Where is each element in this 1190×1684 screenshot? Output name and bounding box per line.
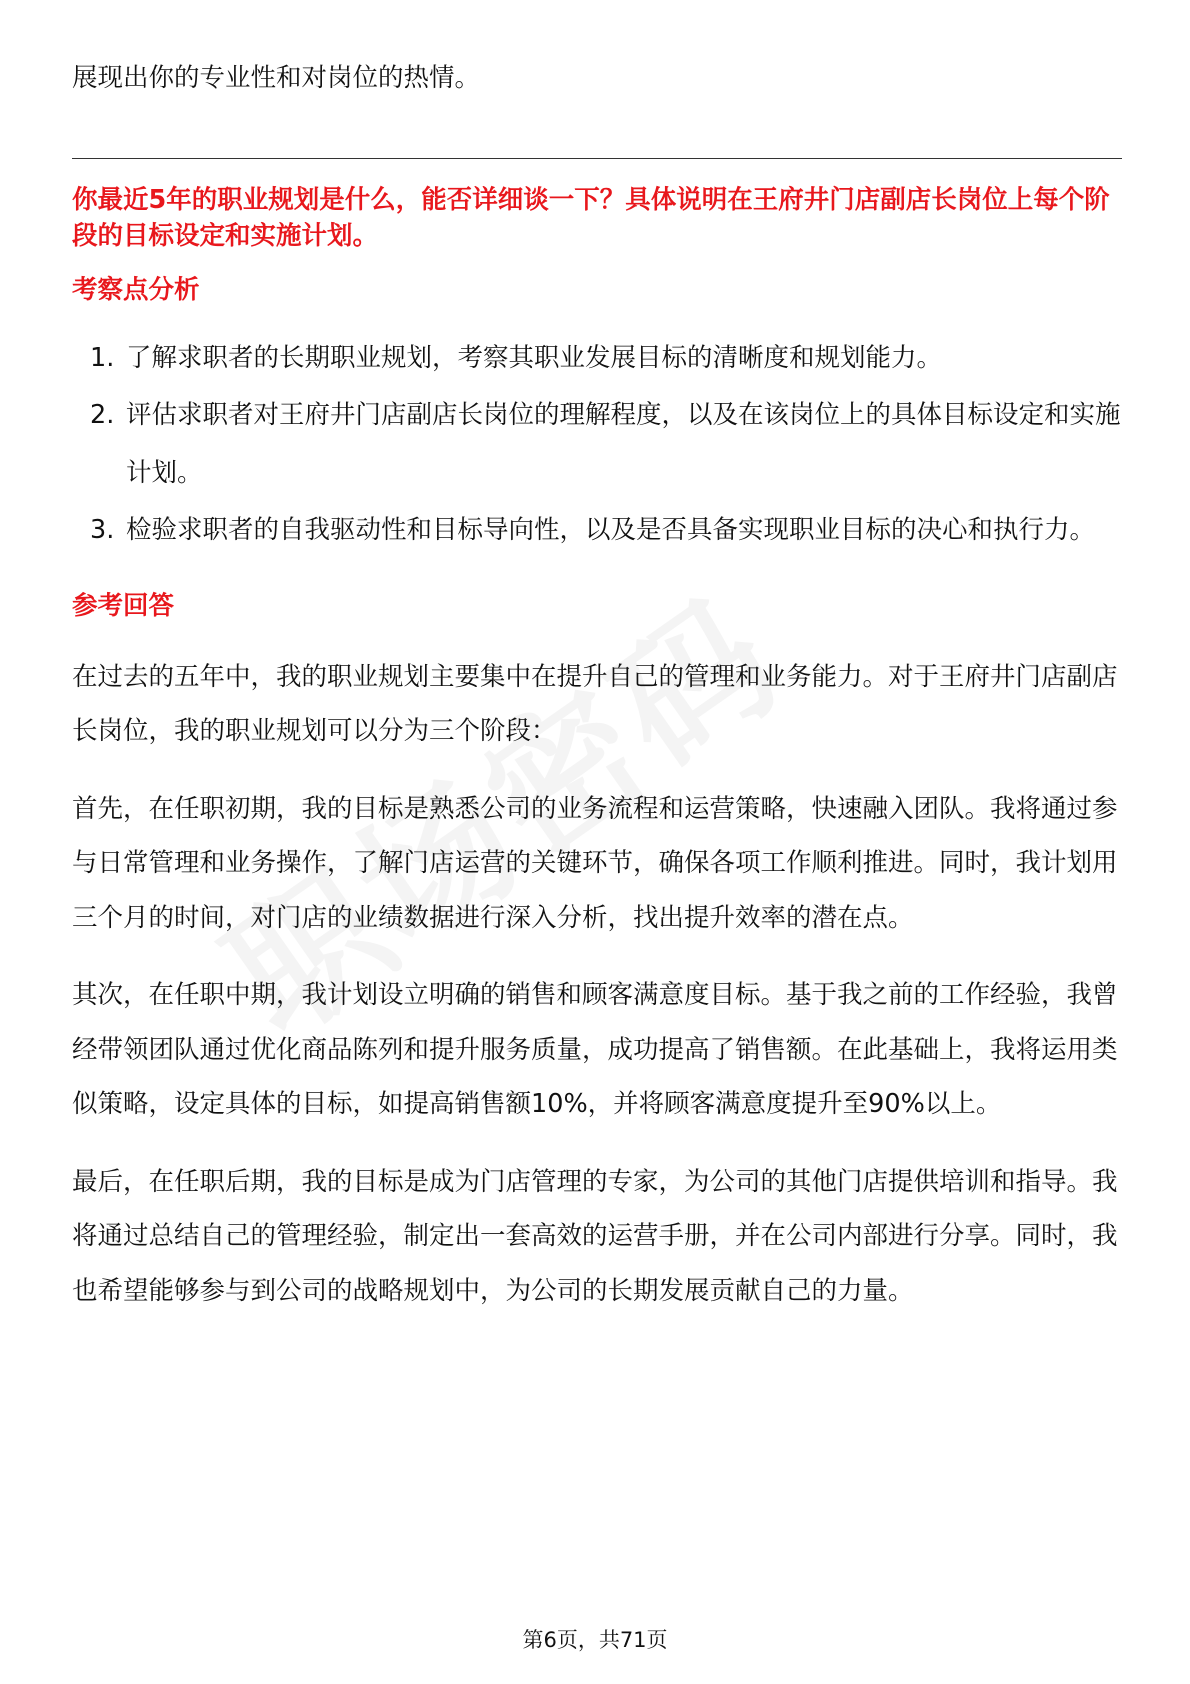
answer-paragraph: 其次，在任职中期，我计划设立明确的销售和顾客满意度目标。基于我之前的工作经验，我曾经带领团队通过优化商品陈列和提升服务质量，成功提高了销售额。在此基础上，我将运用类似策略，设定具体的目标，如提高销售额10%，并将顾客满意度提升至90%以上。 (72, 980, 1118, 1119)
page-number: 第6页，共71页 (522, 1628, 668, 1652)
list-item-number: 3. (90, 515, 115, 545)
page-content (72, 50, 1122, 1318)
answer-paragraph: 最后，在任职后期，我的目标是成为门店管理的专家，为公司的其他门店提供培训和指导。我将通过总结自己的管理经验，制定出一套高效的运营手册，并在公司内部进行分享。同时，我也希望能够参与到公司的战略规划中，为公司的长期发展贡献自己的力量。 (72, 1166, 1118, 1306)
answer-paragraph: 首先，在任职初期，我的目标是熟悉公司的业务流程和运营策略，快速融入团队。我将通过参与日常管理和业务操作，了解门店运营的关键环节，确保各项工作顺利推进。同时，我计划用三个月的时间，对门店的业绩数据进行深入分析，找出提升效率的潜在点。 (72, 793, 1118, 933)
list-item-text: 检验求职者的自我驱动性和目标导向性，以及是否具备实现职业目标的决心和执行力。 (126, 515, 1096, 545)
list-item (72, 387, 1122, 502)
answer-heading: 参考回答 (72, 590, 175, 621)
section-divider (72, 158, 1122, 159)
analysis-heading: 考察点分析 (72, 274, 200, 305)
list-item-text: 了解求职者的长期职业规划，考察其职业发展目标的清晰度和规划能力。 (126, 342, 943, 373)
question-title: 你最近5年的职业规划是什么，能否详细谈一下？具体说明在王府井门店副店长岗位上每个阶段的目标设定和实施计划。 (72, 184, 1110, 251)
list-item-number: 1. (90, 342, 115, 373)
analysis-list (72, 330, 1122, 560)
intro-text: 展现出你的专业性和对岗位的热情。 (72, 63, 481, 93)
list-item-text: 评估求职者对王府井门店副店长岗位的理解程度，以及在该岗位上的具体目标设定和实施计划。 (126, 400, 1121, 488)
list-item (72, 502, 1122, 560)
list-item (72, 330, 1122, 388)
answer-paragraph: 在过去的五年中，我的职业规划主要集中在提升自己的管理和业务能力。对于王府井门店副店长岗位，我的职业规划可以分为三个阶段： (72, 661, 1118, 746)
list-item-number: 2. (90, 400, 115, 430)
